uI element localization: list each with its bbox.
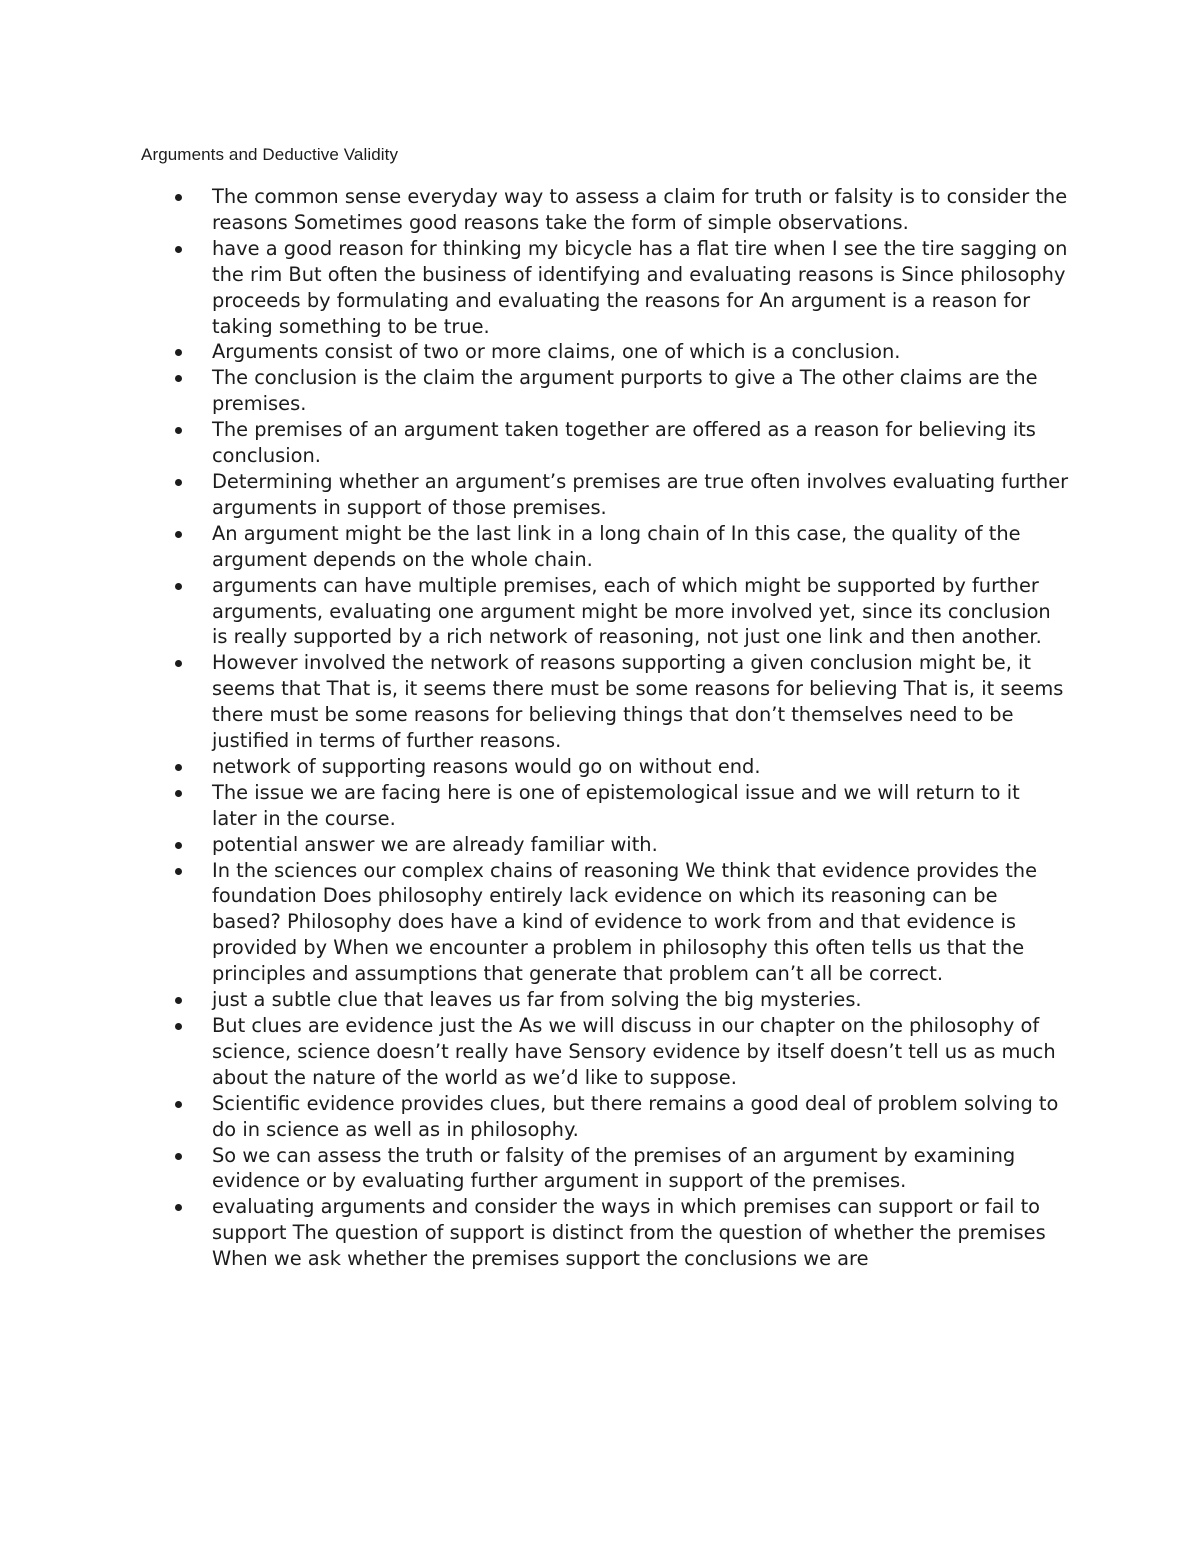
list-item <box>170 1143 1070 1195</box>
list-item-text: evaluating arguments and consider the ways in which premises can support or fail to support The question of support is distinct from the question of whether the premises When we ask whether the premises support the conclusions we are <box>212 1195 1046 1271</box>
list-item-text: But clues are evidence just the As we will discuss in our chapter on the philosophy of science, science doesn’t really have Sensory evidence by itself doesn’t tell us as much about the nature of the world as we’d like to suppose. <box>212 1014 1056 1089</box>
bullet-icon <box>175 660 182 667</box>
bullet-icon <box>175 375 182 382</box>
bullet-icon <box>175 997 182 1004</box>
list-item-text: The common sense everyday way to assess a claim for truth or falsity is to consider the reasons Sometimes good reasons take the form of simple observations. <box>212 185 1068 234</box>
bullet-icon <box>175 427 182 434</box>
list-item <box>170 1091 1070 1143</box>
list-item-text: Determining whether an argument’s premises are true often involves evaluating further arguments in support of those premises. <box>212 469 1069 519</box>
list-item-text: just a subtle clue that leaves us far from solving the big mysteries. <box>212 988 862 1012</box>
list-item <box>170 832 1070 858</box>
list-item-text: In the sciences our complex chains of reasoning We think that evidence provides the foundation Does philosophy entirely lack evidence on which its reasoning can be based? Philosophy does have a kind of evidence to work from and that evidence is provided by When we encounter a problem in philosophy this often tells us that the principles and assumptions that generate that problem can’t all be correct. <box>212 858 1038 986</box>
list-item <box>170 987 1070 1013</box>
bullet-icon <box>175 1204 182 1211</box>
list-item-text: The premises of an argument taken together are offered as a reason for believing its conclusion. <box>212 418 1036 468</box>
bullet-list <box>170 184 1070 1272</box>
list-item <box>170 521 1070 573</box>
bullet-icon <box>175 764 182 771</box>
list-item-text: potential answer we are already familiar with. <box>212 832 658 856</box>
list-item <box>170 754 1070 780</box>
list-item <box>170 780 1070 832</box>
list-item-text: Scientific evidence provides clues, but there remains a good deal of problem solving to do in science as well as in philosophy. <box>212 1091 1059 1141</box>
list-item-text: arguments can have multiple premises, each of which might be supported by further arguments, evaluating one argument might be more involved yet, since its conclusion is really supported by a rich network of reasoning, not just one link and then another. <box>212 573 1051 649</box>
bullet-icon <box>175 479 182 486</box>
bullet-icon <box>175 842 182 849</box>
bullet-icon <box>175 1153 182 1160</box>
list-item <box>170 365 1070 417</box>
bullet-icon <box>175 1101 182 1108</box>
bullet-icon <box>175 583 182 590</box>
bullet-icon <box>175 349 182 356</box>
bullet-icon <box>175 194 182 201</box>
list-item <box>170 858 1070 988</box>
bullet-icon <box>175 531 182 538</box>
bullet-icon <box>175 868 182 875</box>
list-item <box>170 573 1070 651</box>
list-item <box>170 236 1070 340</box>
bullet-icon <box>175 246 182 253</box>
list-item-text: have a good reason for thinking my bicycle has a flat tire when I see the tire sagging on the rim But often the business of identifying and evaluating reasons is Since philosophy proceeds by formulating and evaluating the reasons for An argument is a reason for taking something to be true. <box>212 236 1068 338</box>
list-item-text: network of supporting reasons would go on without end. <box>212 754 761 778</box>
bullet-icon <box>175 1023 182 1030</box>
list-item <box>170 339 1070 365</box>
list-item-text: An argument might be the last link in a long chain of In this case, the quality of the argument depends on the whole chain. <box>212 521 1021 571</box>
list-item <box>170 469 1070 521</box>
list-item-text: However involved the network of reasons supporting a given conclusion might be, it seems that That is, it seems there must be some reasons for believing That is, it seems there must be some reasons for believing things that don’t themselves need to be justified in terms of further reasons. <box>212 651 1064 753</box>
document-title: Arguments and Deductive Validity <box>141 145 399 164</box>
list-item <box>170 1194 1070 1272</box>
list-item <box>170 650 1070 754</box>
list-item <box>170 184 1070 236</box>
list-item <box>170 1013 1070 1091</box>
bullet-icon <box>175 790 182 797</box>
list-item-text: Arguments consist of two or more claims, one of which is a conclusion. <box>212 340 901 364</box>
list-item-text: The conclusion is the claim the argument purports to give a The other claims are the premises. <box>212 366 1038 416</box>
list-item <box>170 417 1070 469</box>
list-item-text: So we can assess the truth or falsity of the premises of an argument by examining evidence or by evaluating further argument in support of the premises. <box>212 1143 1016 1193</box>
list-item-text: The issue we are facing here is one of epistemological issue and we will return to it later in the course. <box>212 780 1020 830</box>
